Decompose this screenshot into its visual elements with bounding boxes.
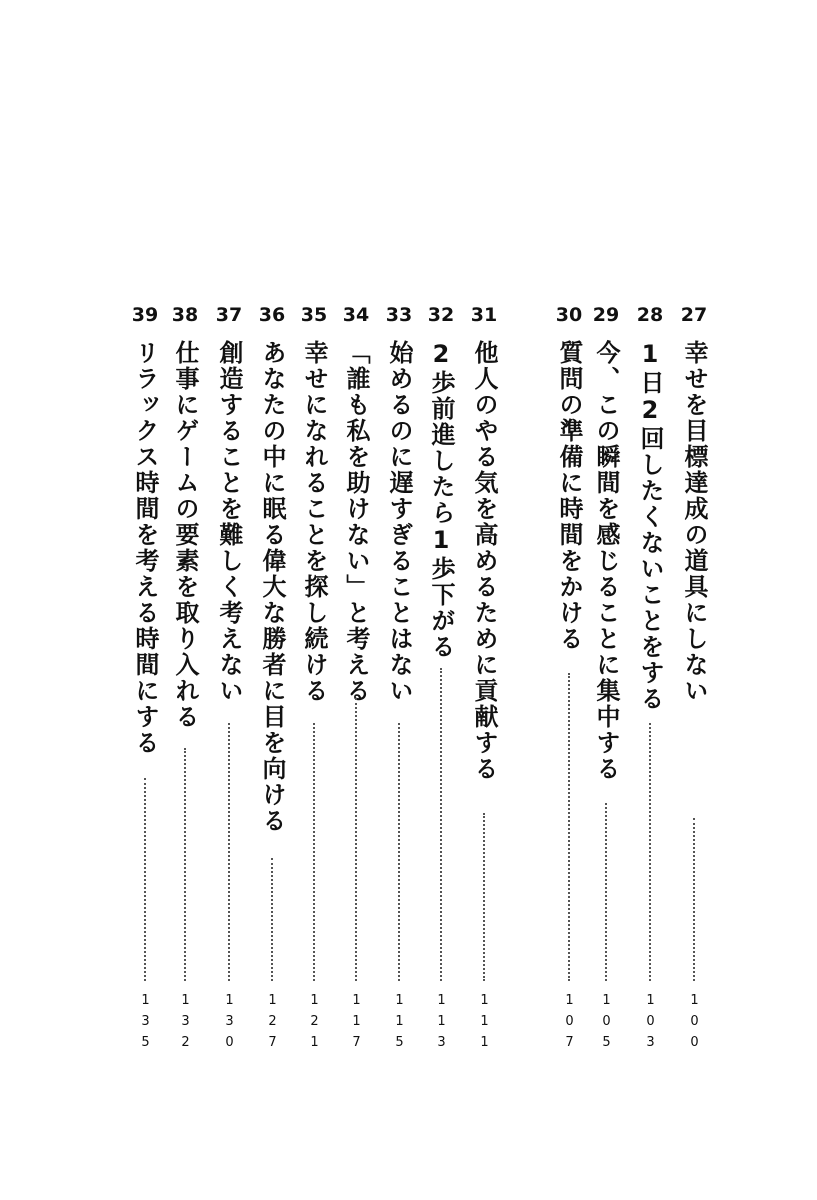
entry-number: 33 (385, 304, 413, 326)
entry-title: 始めるのに遅すぎることはない (385, 340, 413, 704)
entry-page-number: 135 (138, 993, 153, 1056)
dot-leader (313, 723, 315, 981)
entry-page-number: 117 (349, 993, 364, 1056)
dot-leader (184, 748, 186, 981)
entry-page-number: 111 (477, 993, 492, 1056)
entry-page-number: 132 (178, 993, 193, 1056)
toc-entry-35[interactable] (292, 303, 336, 1063)
entry-number: 35 (300, 304, 328, 326)
entry-page-number: 113 (434, 993, 449, 1056)
entry-number: 34 (342, 304, 370, 326)
toc-entry-33[interactable] (377, 303, 421, 1063)
entry-page-number: 103 (643, 993, 658, 1056)
entry-title: 1日2回したくないことをする (636, 340, 664, 712)
entry-page-number: 121 (307, 993, 322, 1056)
dot-leader (440, 668, 442, 981)
entry-number: 37 (215, 304, 243, 326)
entry-title: 創造することを難しく考えない (215, 340, 243, 704)
entry-title: 今、この瞬間を感じることに集中する (592, 340, 620, 782)
dot-leader (568, 673, 570, 981)
entry-title: 仕事にゲームの要素を取り入れる (171, 340, 199, 730)
entry-page-number: 105 (599, 993, 614, 1056)
entry-page-number: 127 (265, 993, 280, 1056)
dot-leader (693, 818, 695, 981)
dot-leader (483, 813, 485, 981)
toc-entry-34[interactable] (334, 303, 378, 1063)
dot-leader (355, 698, 357, 981)
toc-entry-39[interactable] (123, 303, 167, 1063)
entry-page-number: 107 (562, 993, 577, 1056)
entry-number: 38 (171, 304, 199, 326)
entry-title: リラックス時間を考える時間にする (131, 340, 159, 756)
toc-entry-37[interactable] (207, 303, 251, 1063)
entry-number: 27 (680, 304, 708, 326)
entry-title: あなたの中に眠る偉大な勝者に目を向ける (258, 340, 286, 834)
toc-entry-27[interactable] (672, 303, 716, 1063)
entry-number: 29 (592, 304, 620, 326)
toc-entry-30[interactable] (547, 303, 591, 1063)
dot-leader (605, 803, 607, 981)
entry-title: 質問の準備に時間をかける (555, 340, 583, 652)
entry-title: 幸せになれることを探し続ける (300, 340, 328, 704)
entry-title: 他人のやる気を高めるために貢献する (470, 340, 498, 782)
toc-entry-31[interactable] (462, 303, 506, 1063)
toc-entry-32[interactable] (419, 303, 463, 1063)
dot-leader (228, 723, 230, 981)
entry-title: 「誰も私を助けない」と考える (342, 340, 370, 704)
toc-entry-38[interactable] (163, 303, 207, 1063)
toc-entry-28[interactable] (628, 303, 672, 1063)
entry-number: 30 (555, 304, 583, 326)
toc-entry-36[interactable] (250, 303, 294, 1063)
entry-page-number: 130 (222, 993, 237, 1056)
entry-page-number: 115 (392, 993, 407, 1056)
entry-number: 28 (636, 304, 664, 326)
dot-leader (398, 723, 400, 981)
entry-number: 39 (131, 304, 159, 326)
entry-number: 32 (427, 304, 455, 326)
entry-title: 幸せを目標達成の道具にしない (680, 340, 708, 704)
entry-title: 2歩前進したら1歩下がる (427, 340, 455, 660)
entry-page-number: 100 (687, 993, 702, 1056)
dot-leader (144, 778, 146, 981)
entry-number: 31 (470, 304, 498, 326)
entry-number: 36 (258, 304, 286, 326)
dot-leader (649, 723, 651, 981)
dot-leader (271, 858, 273, 981)
